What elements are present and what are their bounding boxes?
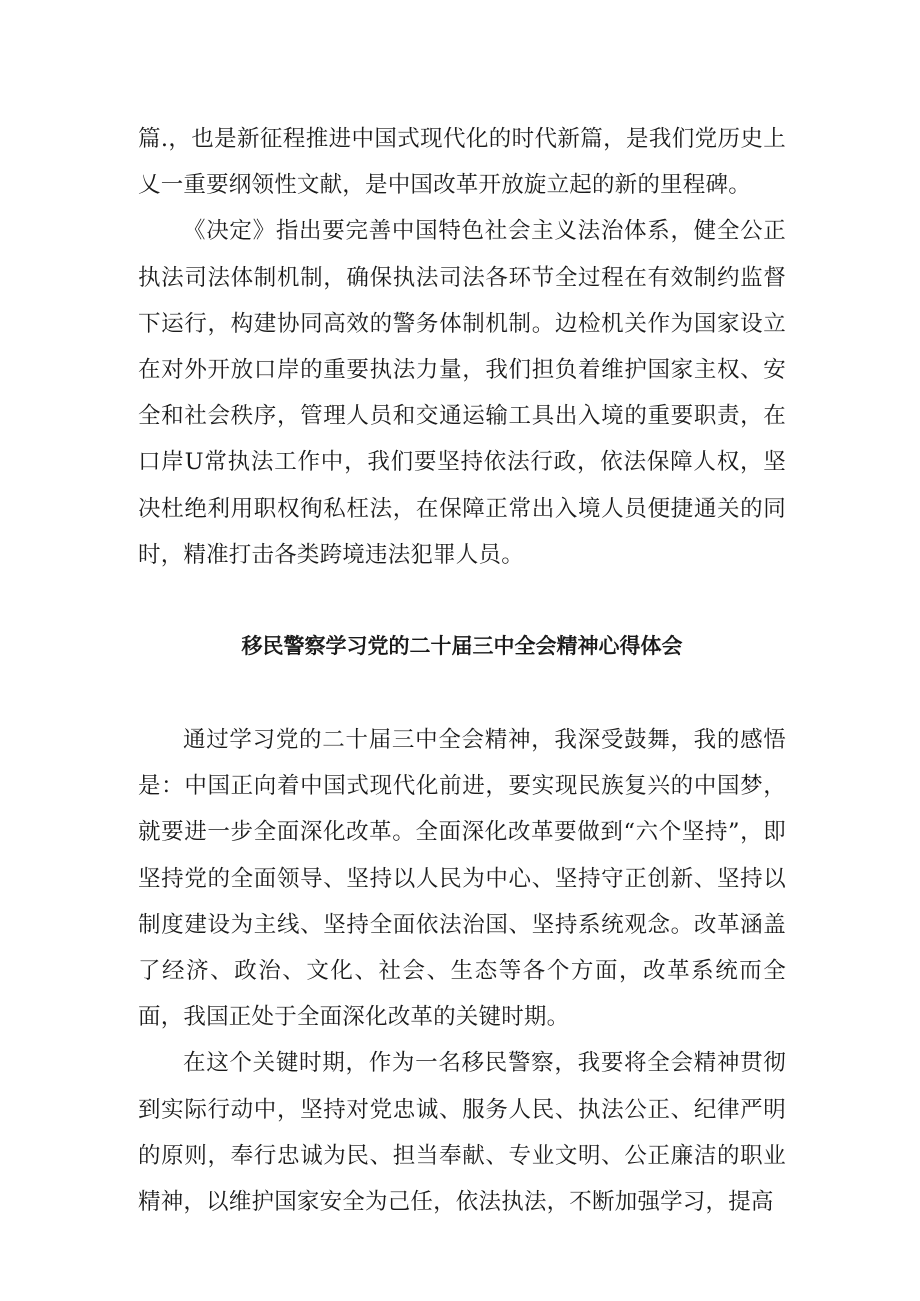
spacer <box>138 669 786 717</box>
paragraph-critical-period: 在这个关键时期，作为一名移民警察，我要将全会精神贯彻到实际行动中，坚持对党忠诚、服务人民、执法公正、纪律严明的原则，奉行忠诚为民、担当奉献、专业文明、公正廉洁的职业精神，以维护国家安全为己任，依法执法，不断加强学习，提高 <box>138 1050 786 1216</box>
paragraph-study-insight: 通过学习党的二十届三中全会精神，我深受鼓舞，我的感悟是：中国正向着中国式现代化前进，要实现民族复兴的中国梦，就要进一步全面深化改革。全面深化改革要做到“六个坚持”，即坚持党的全面领导、坚持以人民为中心、坚持守正创新、坚持以制度建设为主线、坚持全面依法治国、坚持系统观念。改革涵盖了经济、政治、文化、社会、生态等各个方面，改革系统而全面，我国正处于全面深化改革的关键时期。 <box>138 727 786 1031</box>
paragraph-continuation: 篇.，也是新征程推进中国式现代化的时代新篇，是我们党历史上乂一重要纲领性文献，是中国改革开放旋立起的新的里程碑。 <box>138 126 786 199</box>
spacer <box>138 578 786 623</box>
document-page <box>138 116 786 1225</box>
section-title: 移民警察学习党的二十届三中全会精神心得体会 <box>241 634 683 659</box>
paragraph-decision: 《决定》指出要完善中国特色社会主义法治体系，健全公正执法司法体制机制，确保执法司法各环节全过程在有效制约监督下运行，构建协同高效的警务体制机制。边检机关作为国家设立在对外开放口岸的重要执法力量，我们担负着维护国家主权、安全和社会秩序，管理人员和交通运输工具出入境的重要职责，在口岸U常执法工作中，我们要坚持依法行政，依法保障人权，坚决杜绝利用职权徇私枉法，在保障正常出入境人员便捷通关的同时，精准打击各类跨境违法犯罪人员。 <box>138 218 786 568</box>
